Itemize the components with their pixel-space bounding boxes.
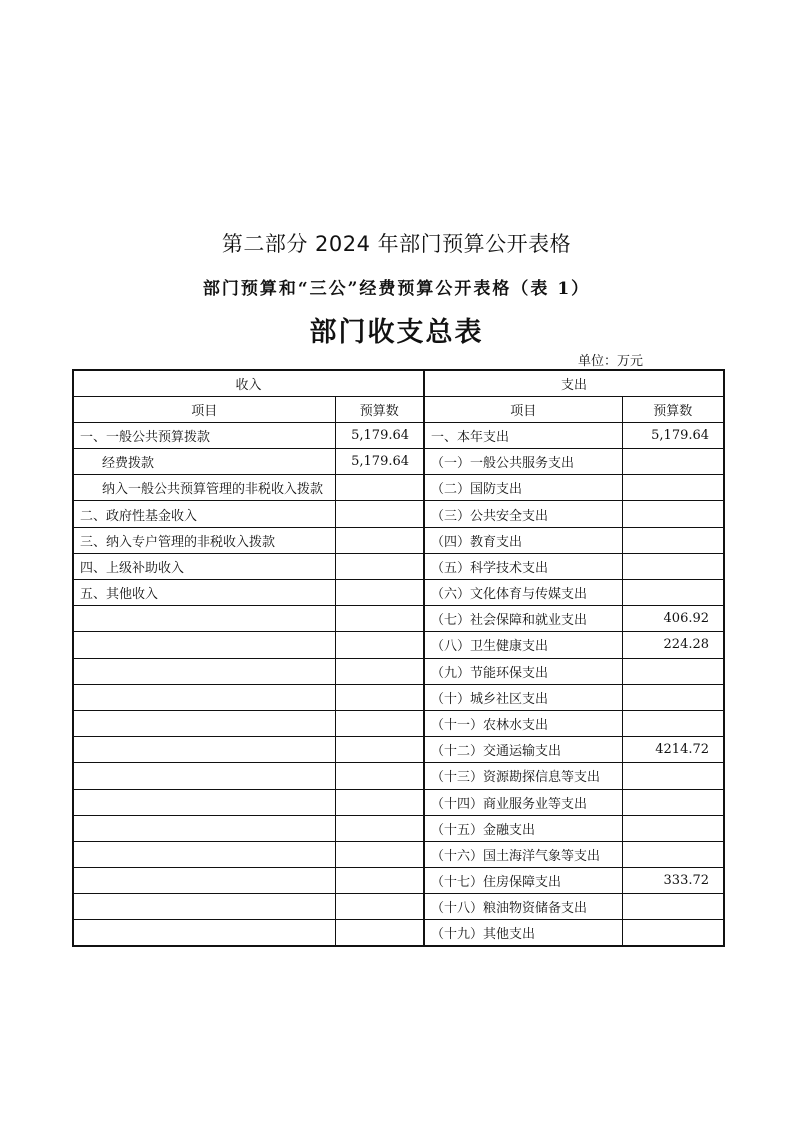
table-row	[73, 737, 724, 763]
expense-item-cell: （十一）农林水支出	[424, 710, 622, 736]
income-item-cell	[73, 815, 335, 841]
table-row	[73, 553, 724, 579]
unit-label: 单位：万元	[578, 354, 644, 369]
income-item-cell	[73, 606, 335, 632]
expense-item-cell: 一、本年支出	[424, 422, 622, 448]
income-amount-cell: 5,179.64	[335, 449, 424, 475]
expense-amount-cell	[622, 475, 724, 501]
table-row	[73, 580, 724, 606]
expense-amount-cell	[622, 920, 724, 946]
income-amount-cell	[335, 553, 424, 579]
table-row	[73, 868, 724, 894]
expense-amount-cell	[622, 501, 724, 527]
expense-amount-cell	[622, 658, 724, 684]
income-amount-cell	[335, 632, 424, 658]
income-amount-cell	[335, 894, 424, 920]
income-amount-cell	[335, 789, 424, 815]
income-amount-cell	[335, 920, 424, 946]
document-title: 第二部分 2024 年部门预算公开表格	[221, 232, 572, 256]
income-item-header: 项目	[73, 396, 335, 422]
income-item-cell	[73, 841, 335, 867]
income-amount-cell	[335, 763, 424, 789]
table-row	[73, 449, 724, 475]
table-row	[73, 606, 724, 632]
budget-summary-table	[72, 369, 725, 947]
income-amount-cell	[335, 815, 424, 841]
expense-item-cell: （十六）国土海洋气象等支出	[424, 841, 622, 867]
expense-item-cell: （十二）交通运输支出	[424, 737, 622, 763]
income-item-cell	[73, 894, 335, 920]
income-amount-cell	[335, 868, 424, 894]
column-header-row	[73, 396, 724, 422]
expense-item-cell: （十四）商业服务业等支出	[424, 789, 622, 815]
income-item-cell	[73, 920, 335, 946]
income-item-cell	[73, 868, 335, 894]
expense-item-cell: （十）城乡社区支出	[424, 684, 622, 710]
income-item-cell	[73, 684, 335, 710]
income-amount-cell	[335, 841, 424, 867]
expense-item-cell: （一）一般公共服务支出	[424, 449, 622, 475]
expense-item-cell: （十五）金融支出	[424, 815, 622, 841]
table-row	[73, 789, 724, 815]
income-item-cell	[73, 632, 335, 658]
income-amount-cell	[335, 580, 424, 606]
expense-amount-cell	[622, 553, 724, 579]
expense-amount-cell	[622, 815, 724, 841]
income-amount-cell	[335, 606, 424, 632]
income-item-cell	[73, 763, 335, 789]
income-item-cell	[73, 737, 335, 763]
table-row	[73, 501, 724, 527]
table-row	[73, 632, 724, 658]
expense-item-cell: （六）文化体育与传媒支出	[424, 580, 622, 606]
income-item-cell	[73, 710, 335, 736]
expense-item-cell: （十八）粮油物资储备支出	[424, 894, 622, 920]
income-amount-cell	[335, 684, 424, 710]
expense-amount-cell: 333.72	[622, 868, 724, 894]
expense-item-header: 项目	[424, 396, 622, 422]
table-row	[73, 658, 724, 684]
expense-item-cell: （十三）资源勘探信息等支出	[424, 763, 622, 789]
expense-amount-cell	[622, 580, 724, 606]
income-item-cell: 五、其他收入	[73, 580, 335, 606]
header-row	[73, 370, 724, 396]
expense-item-cell: （八）卫生健康支出	[424, 632, 622, 658]
expense-amount-cell: 5,179.64	[622, 422, 724, 448]
table-row	[73, 815, 724, 841]
table-row	[73, 475, 724, 501]
income-header: 收入	[73, 370, 424, 396]
expense-item-cell: （十九）其他支出	[424, 920, 622, 946]
expense-amount-cell	[622, 449, 724, 475]
income-amount-cell	[335, 658, 424, 684]
table-row	[73, 527, 724, 553]
table-row	[73, 710, 724, 736]
income-amount-cell	[335, 501, 424, 527]
income-amount-cell	[335, 737, 424, 763]
table-row	[73, 920, 724, 946]
expense-item-cell: （十七）住房保障支出	[424, 868, 622, 894]
document-subtitle: 部门预算和“三公”经费预算公开表格（表 1）	[202, 279, 591, 299]
expense-amount-header: 预算数	[622, 396, 724, 422]
expense-item-cell: （五）科学技术支出	[424, 553, 622, 579]
expense-amount-cell	[622, 684, 724, 710]
expense-amount-cell	[622, 894, 724, 920]
expense-item-cell: （二）国防支出	[424, 475, 622, 501]
table-row	[73, 841, 724, 867]
table-row	[73, 422, 724, 448]
income-amount-header: 预算数	[335, 396, 424, 422]
expense-item-cell: （七）社会保障和就业支出	[424, 606, 622, 632]
expense-amount-cell	[622, 789, 724, 815]
income-amount-cell	[335, 710, 424, 736]
income-item-cell: 纳入一般公共预算管理的非税收入拨款	[73, 475, 335, 501]
table-row	[73, 684, 724, 710]
expense-item-cell: （九）节能环保支出	[424, 658, 622, 684]
table-row	[73, 894, 724, 920]
income-item-cell	[73, 789, 335, 815]
expense-amount-cell	[622, 710, 724, 736]
expense-amount-cell: 4214.72	[622, 737, 724, 763]
income-item-cell	[73, 658, 335, 684]
expense-item-cell: （四）教育支出	[424, 527, 622, 553]
expense-amount-cell	[622, 763, 724, 789]
income-item-cell: 一、一般公共预算拨款	[73, 422, 335, 448]
income-item-cell: 四、上级补助收入	[73, 553, 335, 579]
income-amount-cell	[335, 475, 424, 501]
income-item-cell: 二、政府性基金收入	[73, 501, 335, 527]
expense-amount-cell	[622, 841, 724, 867]
expense-amount-cell: 224.28	[622, 632, 724, 658]
income-item-cell: 三、纳入专户管理的非税收入拨款	[73, 527, 335, 553]
expense-amount-cell: 406.92	[622, 606, 724, 632]
expense-header: 支出	[424, 370, 724, 396]
expense-amount-cell	[622, 527, 724, 553]
income-amount-cell	[335, 527, 424, 553]
table-row	[73, 763, 724, 789]
table-title: 部门收支总表	[309, 317, 484, 348]
expense-item-cell: （三）公共安全支出	[424, 501, 622, 527]
income-item-cell: 经费拨款	[73, 449, 335, 475]
income-amount-cell: 5,179.64	[335, 422, 424, 448]
